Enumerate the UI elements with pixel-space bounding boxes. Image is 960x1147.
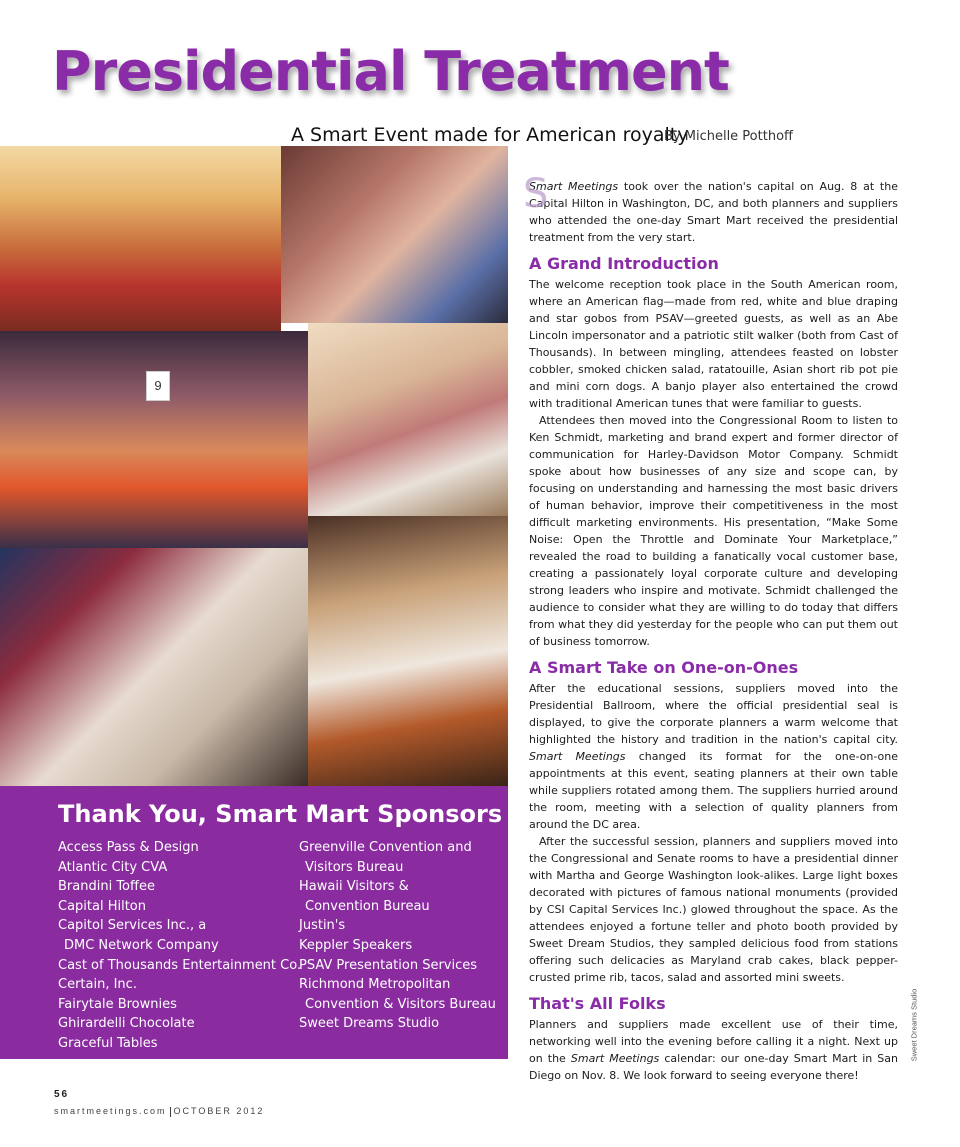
sponsor-item: Brandini Toffee [58,879,155,895]
sponsor-item: Richmond Metropolitan [299,977,451,993]
page-number: 56 [54,1089,70,1100]
body-paragraph [529,680,898,833]
body-text: changed its format for the one-on-one appointments at this event, seating planners at their own table while suppliers rotated among them. The suppliers hurried around the room, meeting with a selection of quality planners from around the DC area. [529,750,898,831]
section-heading: A Grand Introduction [529,254,719,273]
table-number-sign: 9 [146,371,170,401]
intro-text: took over the nation's capital on Aug. 8 at the Capital Hilton in Washington, DC, and both planners and suppliers who attended the one-day Smart Mart received the presidential treatment from the very start. [529,180,898,244]
sponsor-item: Access Pass & Design [58,840,199,855]
body-paragraph [529,1016,898,1084]
sponsor-item: Fairytale Brownies [58,996,177,1012]
publication-name: Smart Meetings [529,180,619,193]
sponsor-item: Sweet Dreams Studio [299,1016,440,1032]
body-paragraph: Attendees then moved into the Congressional Room to listen to Ken Schmidt, marketing and brand expert and former director of communication for Harley-Davidson Motor Company. Schmidt spoke about how businesses of any size and scope can, by focusing on understanding and harnessing the most basic drivers of human behavior, improve their competitiveness in the most difficult marketing environments. His presentation, “Make Some Noise: Open the Throttle and Dominate Your Marketplace,” revealed the road to building a fanatically vocal customer base, creating a passionately loyal corporate culture and developing strong leaders who inspire and motivate. Schmidt challenged the audience to consider what they are willing to do today that differs from what they did yesterday for the people who can put them out of business tomorrow. [529,414,898,648]
subtitle: A Smart Event made for American royalty [291,124,689,146]
sponsor-item: Atlantic City CVA [58,859,168,875]
section-heading: That's All Folks [529,994,666,1013]
article-body [523,171,899,1084]
sponsor-item: Visitors Bureau [305,859,404,875]
sponsors-left-column [58,838,301,1054]
sponsor-item: Ghirardelli Chocolate [58,1016,195,1032]
dessert-station-photo [308,516,508,786]
body-paragraph: The welcome reception took place in the South American room, where an American flag—made from red, white and blue draping and star gobos from PSAV—greeted guests, as well as an Abe Lincoln impersonator and a patriotic stilt walker (both from Cast of Thousands). In between mingling, attendees feasted on lobster cobbler, smoked chicken salad, ratatouille, Asian short rib pot pie and mini corn dogs. A banjo player also entertained the crowd with traditional American tunes that were familiar to guests. [529,278,898,410]
audience-laughing-photo [281,146,508,323]
publication-name: Smart Meetings [570,1052,660,1065]
body-text: calendar: our one-day Smart Mart in San Diego on Nov. 8. We look forward to seeing everyone there! [529,1052,899,1082]
intro-paragraph [529,178,898,246]
site-name: smartmeetings.com [54,1106,167,1116]
body-text: Planners and suppliers made excellent use of their time, networking well into the evening before calling it a night. Next up on the [529,1018,898,1065]
sponsor-item: Hawaii Visitors & [299,879,409,895]
drop-cap: S [523,171,549,217]
sponsor-item: DMC Network Company [64,937,219,953]
sponsors-title: Thank You, Smart Mart Sponsors [58,800,503,828]
sponsors-box [0,786,508,1059]
photo-credit [905,990,923,1060]
sponsors-right-column [299,838,496,1034]
sponsor-item: Greenville Convention and [299,840,472,855]
byline: By Michelle Potthoff [664,129,793,144]
body-text: After the educational sessions, suppliers moved into the Presidential Ballroom, where the official presidential seal is displayed, to give the corporate planners a warm welcome that highlighted the history and tradition in the nation's capital city. [529,682,898,746]
photo-credit-text: Sweet Dreams Studio [909,988,919,1062]
sponsor-item: Capital Hilton [58,898,147,914]
footer [54,1106,264,1117]
sponsor-item: Convention Bureau [305,898,430,914]
colonial-costume-photo [0,548,308,786]
sponsor-item: PSAV Presentation Services [299,957,478,973]
sponsor-item: Graceful Tables [58,1035,158,1051]
ballroom-photo [0,146,281,331]
lincoln-banjo-photo [308,323,508,516]
sponsor-item: Cast of Thousands Entertainment Co. [58,957,302,973]
page-title: Presidential Treatment [52,40,729,103]
sponsor-item: Capitol Services Inc., a [58,918,207,934]
one-on-one-meeting-photo [0,331,308,548]
issue-date: OCTOBER 2012 [173,1106,265,1116]
publication-name: Smart Meetings [529,750,626,763]
body-paragraph: After the successful session, planners and suppliers moved into the Congressional and Senate rooms to have a presidential dinner with Martha and George Washington look-alikes. Large light boxes decorated with pictures of famous national monuments (provided by CSI Capital Services Inc.) glowed throughout the space. As the attendees enjoyed a fortune teller and photo booth provided by Sweet Dream Studios, they sampled delicious food from stations offering such delicacies as Maryland crab cakes, black pepper-crusted prime rib, tacos, salad and assorted mini sweets. [529,835,898,984]
sponsor-item: Keppler Speakers [299,937,413,953]
section-heading: A Smart Take on One-on-Ones [529,658,799,677]
sponsor-item: Certain, Inc. [58,977,137,993]
sponsor-item: Convention & Visitors Bureau [305,996,496,1012]
footer-divider [170,1107,171,1117]
sponsor-item: Justin's [299,918,346,934]
